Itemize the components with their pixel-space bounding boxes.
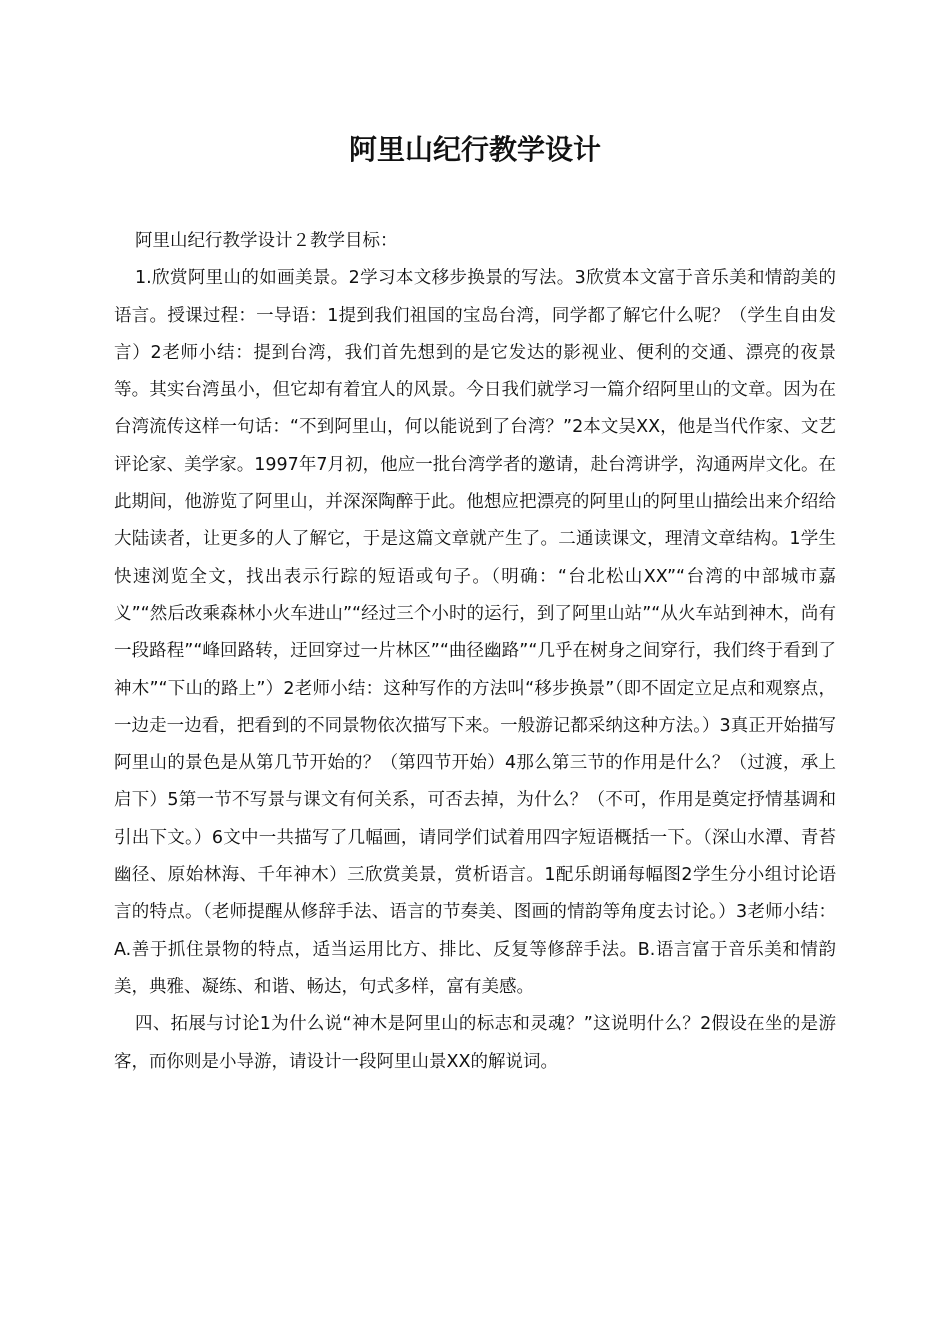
paragraph-extension: 四、拓展与讨论1为什么说“神木是阿里山的标志和灵魂？”这说明什么？2假设在坐的是游客，而你则是小导游，请设计一段阿里山景XX的解说词。 <box>114 1014 836 1072</box>
document-title: 阿里山纪行教学设计 <box>348 133 601 166</box>
document-body <box>114 223 836 1081</box>
paragraph-objectives-heading: 阿里山纪行教学设计２教学目标： <box>135 231 398 251</box>
paragraph-main: 1.欣赏阿里山的如画美景。2学习本文移步换景的写法。3欣赏本文富于音乐美和情韵美的语言。授课过程：一导语：1提到我们祖国的宝岛台湾，同学都了解它什么呢？（学生自由发言）2老师小结：提到台湾，我们首先想到的是它发达的影视业、便利的交通、漂亮的夜景等。其实台湾虽小，但它却有着宜人的风景。今日我们就学习一篇介绍阿里山的文章。因为在台湾流传这样一句话：“不到阿里山，何以能说到了台湾？”2本文吴XX，他是当代作家、文艺评论家、美学家。1997年7月初，他应一批台湾学者的邀请，赴台湾讲学，沟通两岸文化。在此期间，他游览了阿里山，并深深陶醉于此。他想应把漂亮的阿里山的阿里山描绘出来介绍给大陆读者，让更多的人了解它，于是这篇文章就产生了。二通读课文，理清文章结构。1学生快速浏览全文，找出表示行踪的短语或句子。（明确：“台北松山XX”“台湾的中部城市嘉义”“然后改乘森林小火车进山”“经过三个小时的运行，到了阿里山站”“从火车站到神木，尚有一段路程”“峰回路转，迂回穿过一片林区”“曲径幽路”“几乎在树身之间穿行，我们终于看到了神木”“下山的路上”）2老师小结：这种写作的方法叫“移步换景”（即不固定立足点和观察点，一边走一边看，把看到的不同景物依次描写下来。一般游记都采纳这种方法。）3真正开始描写阿里山的景色是从第几节开始的？（第四节开始）4那么第三节的作用是什么？（过渡，承上启下）5第一节不写景与课文有何关系，可否去掉，为什么？（不可，作用是奠定抒情基调和引出下文。）6文中一共描写了几幅画，请同学们试着用四字短语概括一下。（深山水潭、青苔幽径、原始林海、千年神木）三欣赏美景，赏析语言。1配乐朗诵每幅图2学生分小组讨论语言的特点。（老师提醒从修辞手法、语言的节奏美、图画的情韵等角度去讨论。）3老师小结：A.善于抓住景物的特点，适当运用比方、排比、反复等修辞手法。B.语言富于音乐美和情韵美，典雅、凝练、和谐、畅达，句式多样，富有美感。 <box>114 268 836 997</box>
